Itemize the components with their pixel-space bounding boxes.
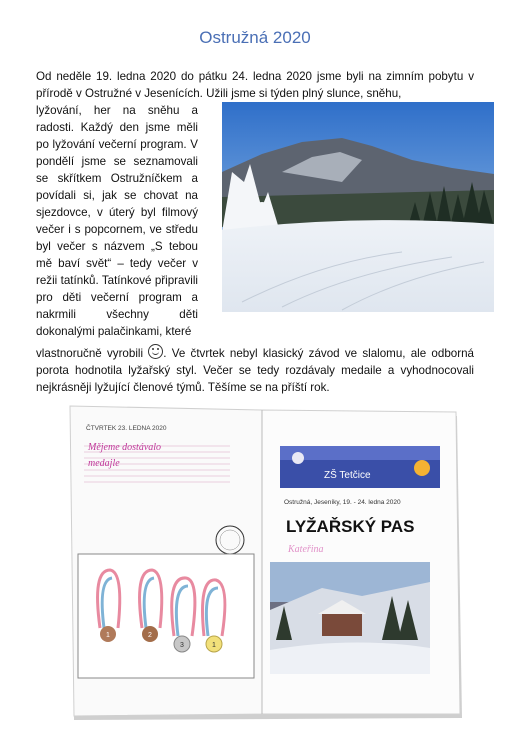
mountain-photo — [222, 102, 494, 312]
pass-handwriting-1: Mějeme dostávalo — [88, 442, 162, 453]
paragraph-closing-start: vlastnoručně vyrobili — [36, 347, 144, 360]
paragraph-program: lyžování, her na sněhu a radosti. Každý den jsme měli po lyžování večerní program. V pondělí jsme se seznamovali se skřítkem Ostružníčkem a povídali si, jak se chovat na sjezdovce, v úterý byl filmový večer i s popcornem, ve středu byl večer s názvem „S tebou mě baví svět“ – tedy večer v režii tatínků. Tatínkové připravili pro děti večerní program a nakrmili všechny děti dokonalými palačinkami, které — [36, 104, 198, 338]
paragraph-closing-end: . Ve čtvrtek nebyl klasický závod ve slalomu, ale odborná porota hodnotila lyžařský styl. Večer se tedy rozdávaly medaile a vyhodnocovali nejkrásněji lyžující členové týmů. Těšíme se na příští rok. — [36, 347, 474, 394]
medal-number-2: 2 — [148, 632, 152, 639]
pass-handwriting-2: medajle — [88, 458, 120, 469]
pass-child-name: Kateřina — [288, 544, 324, 555]
pass-photo — [270, 562, 430, 674]
pass-event-line: Ostružná, Jeseníky, 19. - 24. ledna 2020 — [284, 499, 401, 506]
pass-heading: LYŽAŘSKÝ PAS — [286, 517, 415, 536]
medal-number-1: 1 — [106, 632, 110, 639]
page-title: Ostružná 2020 — [199, 28, 311, 47]
pass-date-label: ČTVRTEK 23. LEDNA 2020 — [86, 425, 167, 432]
paragraph-intro: Od neděle 19. ledna 2020 do pátku 24. ledna 2020 jsme byli na zimním pobytu v přírodě v Ostružné v Jesenících. Užili jsme si týden plný slunce, sněhu, — [36, 70, 474, 100]
medal-number-4: 1 — [212, 642, 216, 649]
smiley-icon — [148, 344, 163, 359]
medal-number-3: 3 — [180, 642, 184, 649]
school-name: ZŠ Tetčice — [324, 470, 371, 481]
paragraph-closing — [36, 344, 474, 396]
ski-pass-photo — [62, 400, 467, 722]
